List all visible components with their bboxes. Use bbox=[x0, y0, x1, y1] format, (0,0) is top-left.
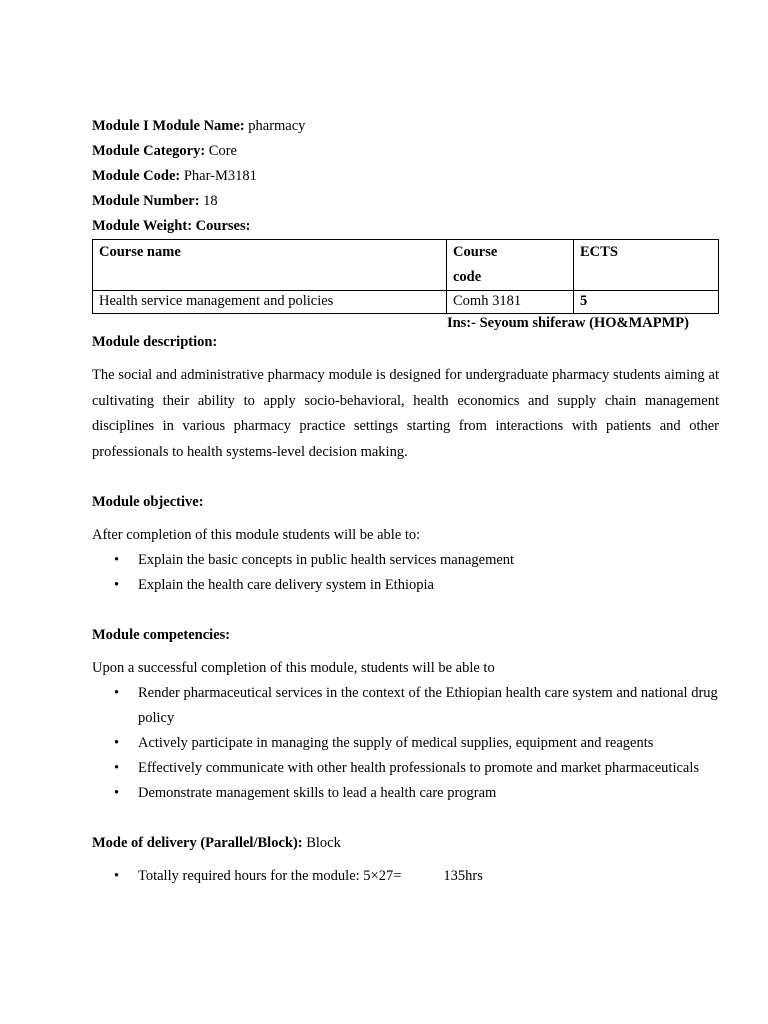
module-category-value: Core bbox=[205, 143, 237, 159]
module-name-line bbox=[92, 114, 719, 139]
module-number-label: Module Number: bbox=[92, 193, 200, 209]
list-item-text: Render pharmaceutical services in the context of the Ethiopian health care system and national drug policy bbox=[138, 685, 718, 726]
bullet-icon: • bbox=[114, 735, 120, 751]
list-item-text: Demonstrate management skills to lead a health care program bbox=[138, 785, 497, 801]
bullet-icon: • bbox=[114, 868, 120, 884]
module-code-value: Phar-M3181 bbox=[180, 168, 257, 184]
list-item bbox=[92, 548, 719, 573]
list-item-text: Explain the health care delivery system in Ethiopia bbox=[138, 577, 434, 593]
spacer bbox=[92, 465, 719, 490]
list-item bbox=[92, 756, 719, 781]
list-item bbox=[92, 573, 719, 598]
header-ects: ECTS bbox=[574, 240, 719, 291]
description-paragraph: The social and administrative pharmacy module is designed for undergraduate pharmacy students aiming at cultivating their ability to apply socio-behavioral, health economics and supply chain management disciplines in various pharmacy practice settings starting from interactions with patients and other professionals to health systems-level decision making. bbox=[92, 367, 719, 460]
module-name-label: Module I Module Name: bbox=[92, 118, 245, 134]
spacer bbox=[92, 515, 719, 523]
spacer bbox=[92, 856, 719, 864]
list-item-text: Effectively communicate with other health professionals to promote and market pharmaceuticals bbox=[138, 760, 700, 776]
header-course-code-line2: code bbox=[453, 269, 482, 285]
spacer bbox=[92, 648, 719, 656]
instructor-line: Ins:- Seyoum shiferaw (HO&MAPMP) bbox=[446, 315, 689, 331]
spacer bbox=[92, 355, 719, 363]
module-weight-line bbox=[92, 214, 719, 239]
list-item-text: Explain the basic concepts in public health services management bbox=[138, 552, 515, 568]
module-number-line bbox=[92, 189, 719, 214]
table-row bbox=[93, 291, 719, 314]
competencies-list bbox=[92, 681, 719, 806]
objective-heading-text: Module objective: bbox=[92, 494, 204, 510]
header-course-name: Course name bbox=[93, 240, 447, 291]
cell-course-name: Health service management and policies bbox=[93, 291, 447, 314]
description-heading-text: Module description: bbox=[92, 334, 218, 350]
module-code-line bbox=[92, 164, 719, 189]
objective-list bbox=[92, 548, 719, 598]
bullet-icon: • bbox=[114, 785, 120, 801]
bullet-icon: • bbox=[114, 685, 120, 701]
spacer bbox=[92, 598, 719, 623]
hours-text: Totally required hours for the module: 5×27= bbox=[138, 868, 402, 884]
bullet-icon: • bbox=[114, 760, 120, 776]
module-name-value: pharmacy bbox=[244, 118, 306, 134]
bullet-icon: • bbox=[114, 577, 120, 593]
list-item bbox=[92, 864, 719, 889]
list-item bbox=[92, 731, 719, 756]
document-page bbox=[92, 114, 719, 889]
competencies-heading-text: Module competencies: bbox=[92, 627, 231, 643]
objective-intro: After completion of this module students will be able to: bbox=[92, 527, 421, 543]
module-number-value: 18 bbox=[199, 193, 218, 209]
cell-course-code: Comh 3181 bbox=[447, 291, 574, 314]
module-category-line bbox=[92, 139, 719, 164]
module-code-label: Module Code: bbox=[92, 168, 181, 184]
delivery-value: Block bbox=[302, 835, 341, 851]
delivery-line bbox=[92, 831, 719, 856]
competencies-heading bbox=[92, 623, 719, 648]
table-header-row bbox=[93, 240, 719, 291]
list-item bbox=[92, 681, 719, 731]
hours-value: 135hrs bbox=[443, 868, 483, 884]
bullet-icon: • bbox=[114, 552, 120, 568]
spacer bbox=[92, 806, 719, 831]
description-heading bbox=[92, 330, 719, 355]
objective-heading bbox=[92, 490, 719, 515]
competencies-intro: Upon a successful completion of this module, students will be able to bbox=[92, 660, 495, 676]
list-item-text: Actively participate in managing the supply of medical supplies, equipment and reagents bbox=[138, 735, 654, 751]
cell-ects: 5 bbox=[574, 291, 719, 314]
delivery-label: Mode of delivery (Parallel/Block): bbox=[92, 835, 303, 851]
header-course-code bbox=[447, 240, 574, 291]
header-course-code-line1: Course bbox=[453, 244, 498, 260]
hours-list bbox=[92, 864, 719, 889]
module-category-label: Module Category: bbox=[92, 143, 206, 159]
list-item bbox=[92, 781, 719, 806]
courses-table bbox=[92, 239, 719, 314]
module-weight-label: Module Weight: Courses: bbox=[92, 218, 251, 234]
